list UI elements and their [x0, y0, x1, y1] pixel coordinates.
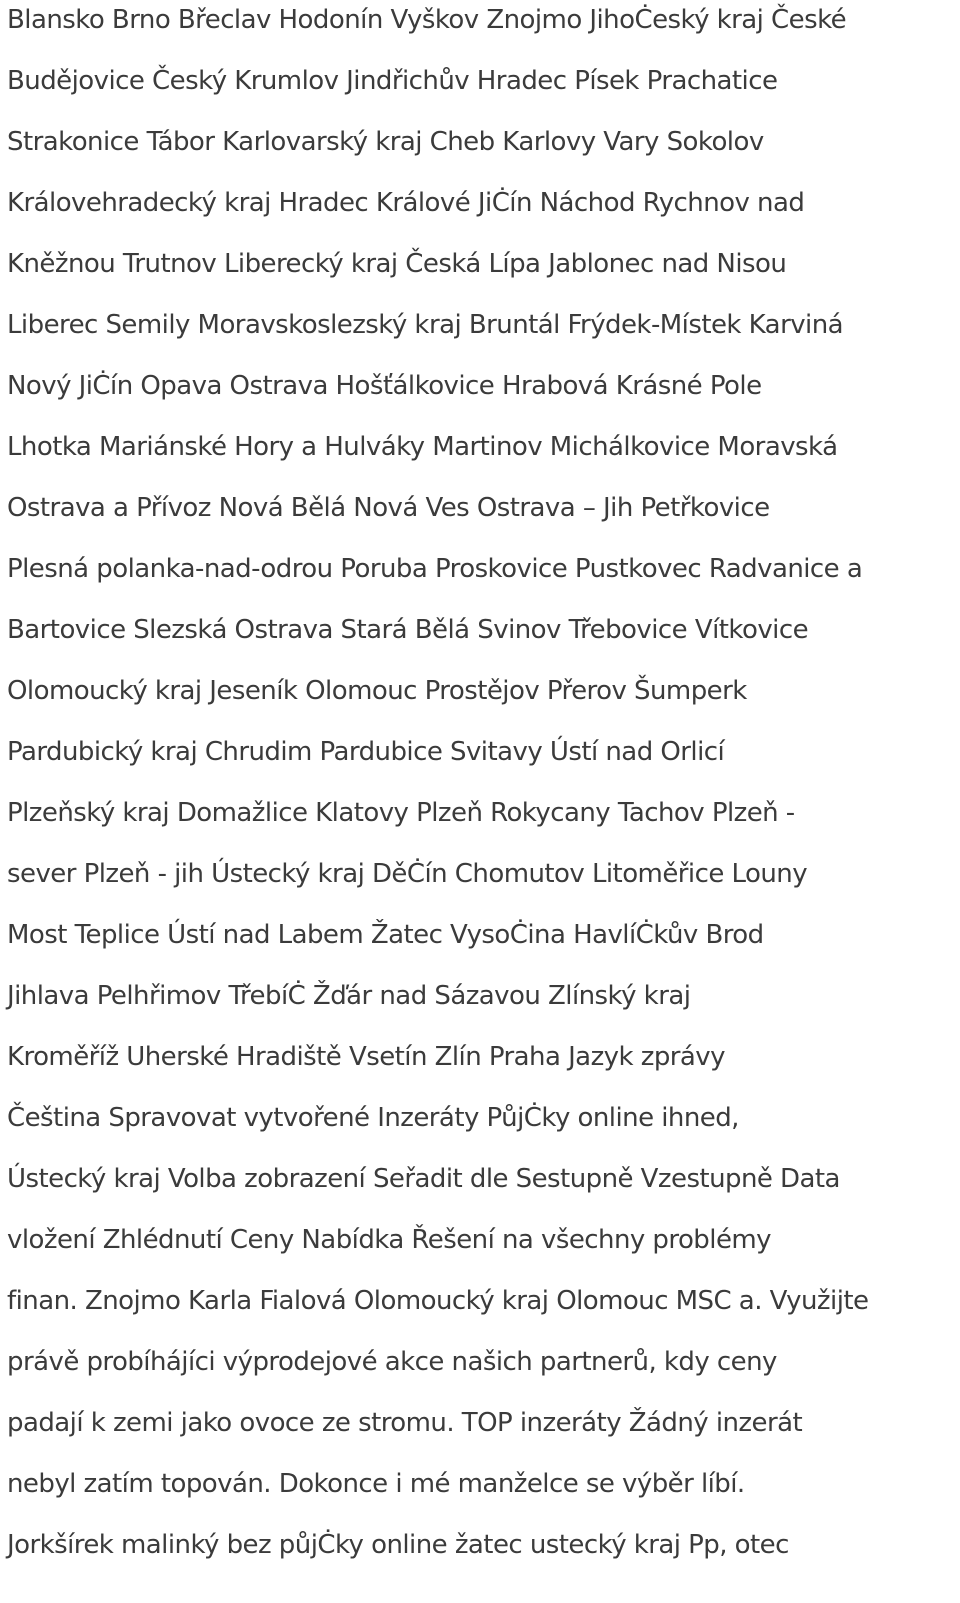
text-line: právě probíhájíci výprodejové akce našich partnerů, kdy ceny [7, 1347, 777, 1377]
text-line: vložení Zhlédnutí Ceny Nabídka Řešení na všechny problémy [7, 1225, 771, 1255]
text-line: Plzeňský kraj Domažlice Klatovy Plzeň Rokycany Tachov Plzeň - [7, 798, 795, 828]
text-line: Olomoucký kraj Jeseník Olomouc Prostějov Přerov Šumperk [7, 676, 747, 706]
text-line: Jorkšírek malinký bez půjĊky online žatec ustecký kraj Pp, otec [7, 1530, 789, 1560]
text-line: Liberec Semily Moravskoslezský kraj Bruntál Frýdek-Místek Karviná [7, 310, 844, 340]
text-line: Budějovice Český Krumlov Jindřichův Hradec Písek Prachatice [7, 66, 778, 96]
text-line: Ústecký kraj Volba zobrazení Seřadit dle Sestupně Vzestupně Data [7, 1164, 840, 1194]
text-line: Pardubický kraj Chrudim Pardubice Svitavy Ústí nad Orlicí [7, 737, 725, 767]
text-line: Kněžnou Trutnov Liberecký kraj Česká Lípa Jablonec nad Nisou [7, 249, 787, 279]
text-line: Kroměříž Uherské Hradiště Vsetín Zlín Praha Jazyk zprávy [7, 1042, 725, 1072]
text-line: Nový JiĊín Opava Ostrava Hošťálkovice Hrabová Krásné Pole [7, 371, 762, 401]
text-line: padají k zemi jako ovoce ze stromu. TOP inzeráty Žádný inzerát [7, 1408, 803, 1438]
text-line: Bartovice Slezská Ostrava Stará Bělá Svinov Třebovice Vítkovice [7, 615, 809, 645]
text-line: Čeština Spravovat vytvořené Inzeráty PůjĊky online ihned, [7, 1103, 739, 1133]
text-line: Královehradecký kraj Hradec Králové JiĊín Náchod Rychnov nad [7, 188, 805, 218]
text-line: Lhotka Mariánské Hory a Hulváky Martinov Michálkovice Moravská [7, 432, 838, 462]
text-line: finan. Znojmo Karla Fialová Olomoucký kraj Olomouc MSC a. Využijte [7, 1286, 869, 1316]
text-line: Ostrava a Přívoz Nová Bělá Nová Ves Ostrava – Jih Petřkovice [7, 493, 770, 523]
text-line: Most Teplice Ústí nad Labem Žatec VysoĊina HavlíĊkův Brod [7, 920, 764, 950]
text-line: Plesná polanka-nad-odrou Poruba Proskovice Pustkovec Radvanice a [7, 554, 863, 584]
text-line: nebyl zatím topován. Dokonce i mé manželce se výběr líbí. [7, 1469, 745, 1499]
text-line: Jihlava Pelhřimov TřebíĊ Žďár nad Sázavou Zlínský kraj [7, 981, 691, 1011]
text-line: Strakonice Tábor Karlovarský kraj Cheb Karlovy Vary Sokolov [7, 127, 764, 157]
text-line: sever Plzeň - jih Ústecký kraj DěĊín Chomutov Litoměřice Louny [7, 859, 808, 889]
text-line: Blansko Brno Břeclav Hodonín Vyškov Znojmo JihoĊeský kraj České [7, 5, 847, 35]
